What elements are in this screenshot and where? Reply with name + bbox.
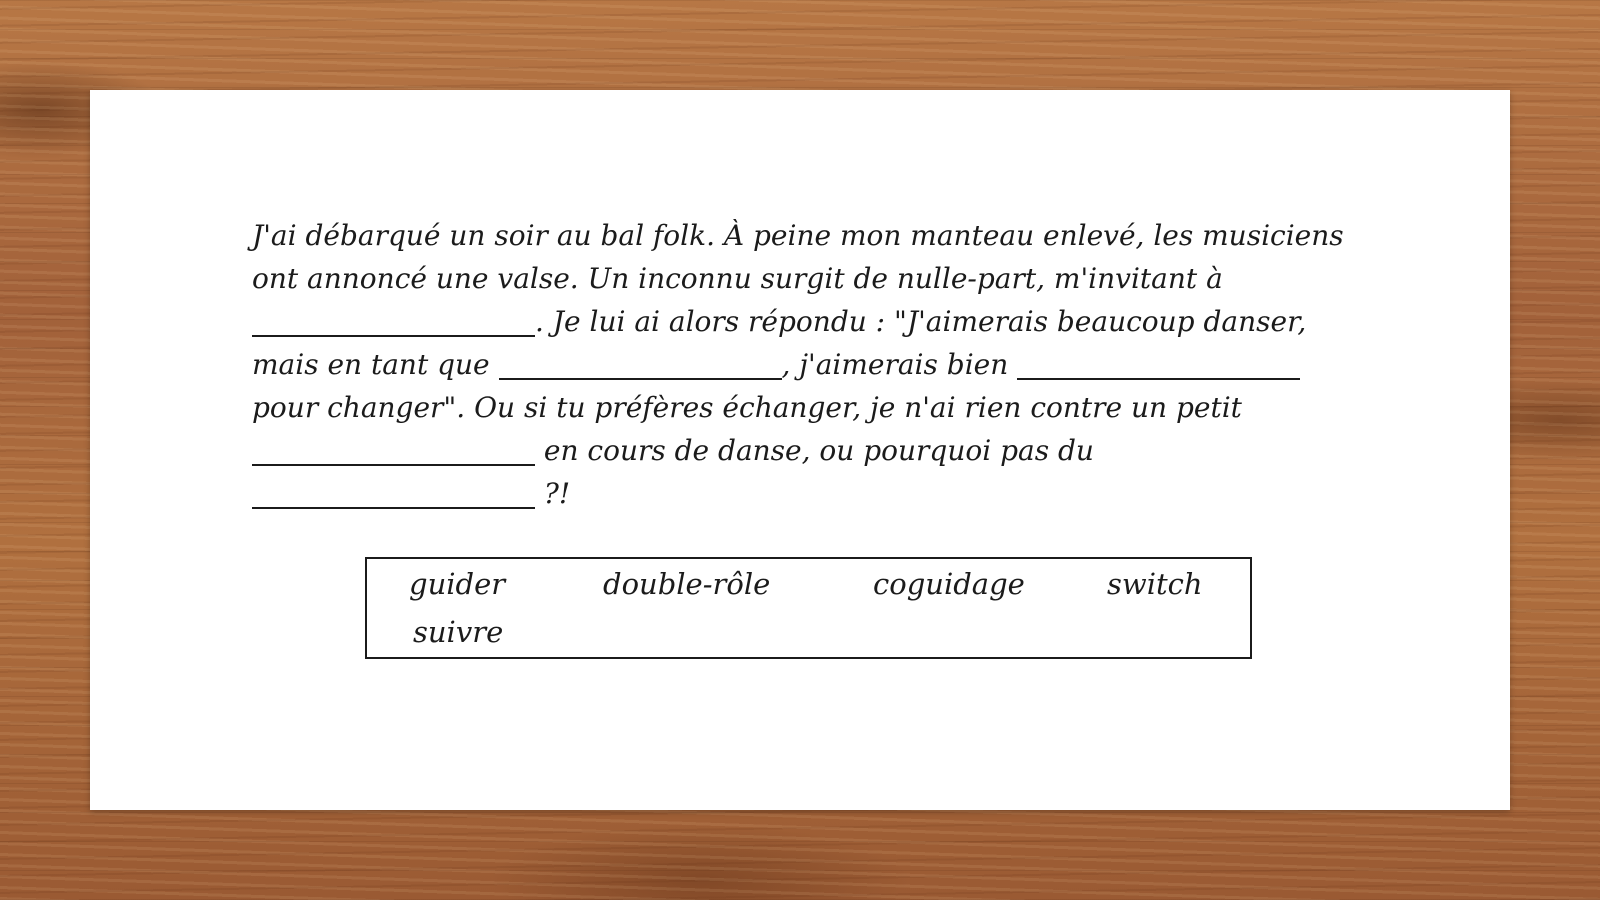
word-bank-item-guider: guider <box>409 567 506 601</box>
word-bank-item-switch: switch <box>1107 567 1203 601</box>
word-bank-item-double-role: double-rôle <box>603 567 771 601</box>
worksheet-paper <box>90 90 1510 810</box>
word-bank-item-suivre: suivre <box>413 615 504 649</box>
passage-line-4: mais en tant que , j'aimerais bien <box>252 343 1352 386</box>
fill-in-passage <box>252 214 1352 515</box>
answer-blank-2[interactable] <box>499 348 782 380</box>
word-bank-box <box>365 557 1252 659</box>
answer-blank-3[interactable] <box>1017 348 1300 380</box>
passage-line-6: en cours de danse, ou pourquoi pas du <box>252 429 1352 472</box>
passage-line-1: J'ai débarqué un soir au bal folk. À peine mon manteau enlevé, les musiciens <box>252 219 1344 252</box>
word-bank-item-coguidage: coguidage <box>873 567 1025 601</box>
answer-blank-4[interactable] <box>252 434 535 466</box>
passage-line-2: ont annoncé une valse. Un inconnu surgit de nulle-part, m'invitant à <box>252 262 1223 295</box>
passage-line-7: ?! <box>252 472 1352 515</box>
passage-line-5: pour changer". Ou si tu préfères échanger, je n'ai rien contre un petit <box>252 391 1242 424</box>
answer-blank-1[interactable] <box>252 305 535 337</box>
answer-blank-5[interactable] <box>252 477 535 509</box>
passage-line-3: . Je lui ai alors répondu : "J'aimerais beaucoup danser, <box>252 300 1352 343</box>
